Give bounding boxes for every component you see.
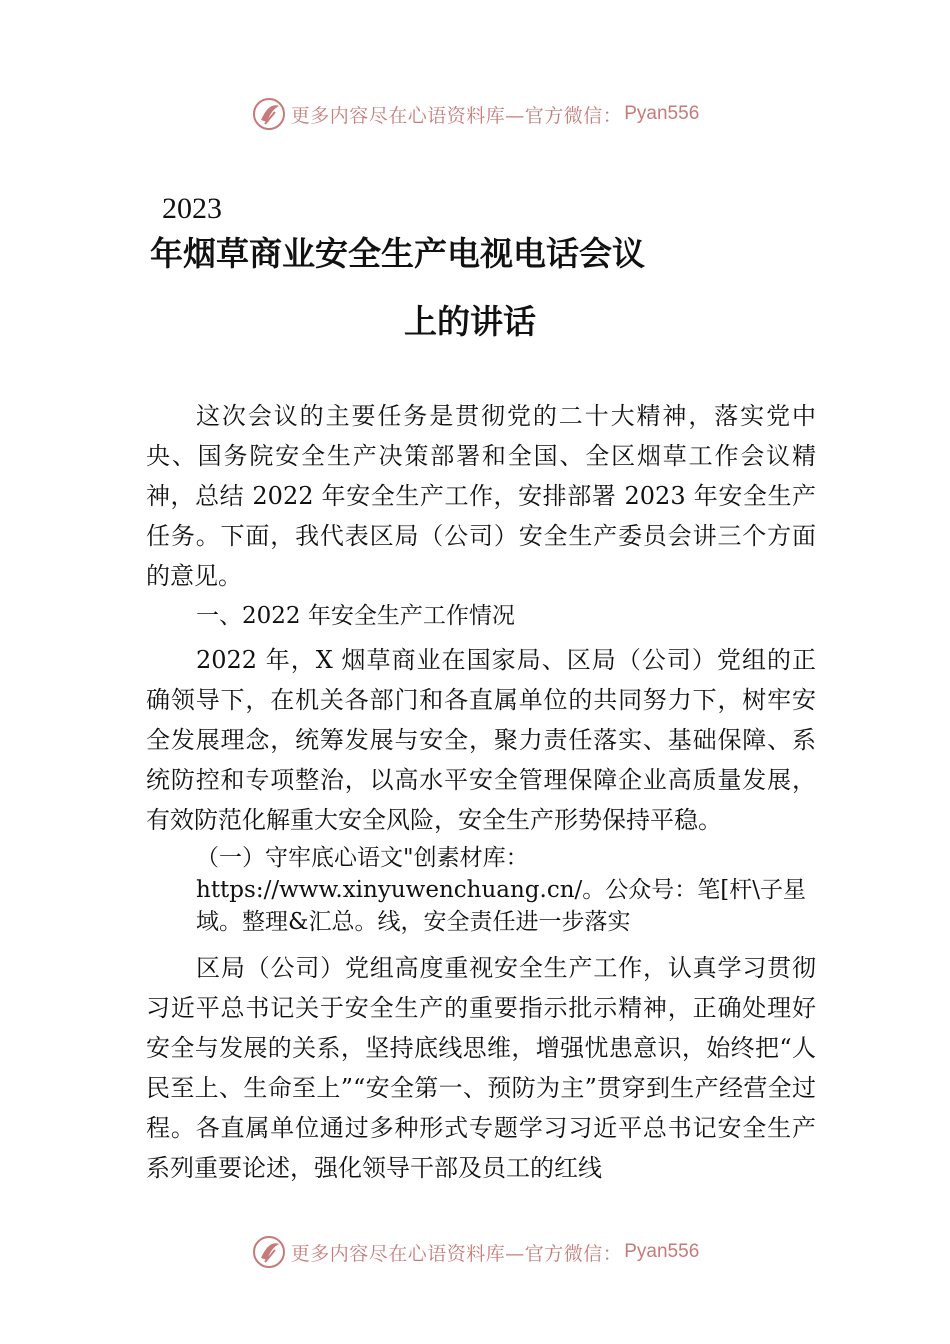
section-heading-1: 一、2022 年安全生产工作情况	[196, 603, 515, 629]
paragraph-detail: 区局（公司）党组高度重视安全生产工作，认真学习贯彻习近平总书记关于安全生产的重要指示批示精神，正确处理好安全与发展的关系，坚持底线思维，增强忧患意识，始终把“人民至上、生命至上”“安全第一、预防为主”贯穿到生产经营全过程。各直属单位通过多种形式专题学习习近平总书记安全生产系列重要论述，强化领导干部及员工的红线	[146, 954, 816, 1182]
logo-icon	[251, 1234, 287, 1270]
title-line-1: 年烟草商业安全生产电视电话会议	[150, 234, 645, 273]
title-line-2: 上的讲话	[404, 302, 536, 341]
watermark-header	[0, 94, 950, 134]
watermark-text: 更多内容尽在心语资料库—官方微信：	[290, 1242, 623, 1265]
paragraph-intro: 这次会议的主要任务是贯彻党的二十大精神，落实党中央、国务院安全生产决策部署和全国、全区烟草工作会议精神，总结 2022 年安全生产工作，安排部署 2023 年安全生产任务。下面，我代表区局（公司）安全生产委员会讲三个方面的意见。	[146, 402, 816, 590]
logo-icon	[251, 96, 287, 132]
title-year: 2023	[162, 192, 222, 225]
watermark-footer	[0, 1232, 950, 1272]
paragraph-summary: 2022 年，X 烟草商业在国家局、区局（公司）党组的正确领导下，在机关各部门和各直属单位的共同努力下，树牢安全发展理念，统筹发展与安全，聚力责任落实、基础保障、系统防控和专项整治，以高水平安全管理保障企业高质量发展，有效防范化解重大安全风险，安全生产形势保持平稳。	[146, 646, 816, 834]
watermark-text: 更多内容尽在心语资料库—官方微信：	[290, 104, 623, 127]
watermark-id: Pyan556	[624, 1241, 700, 1262]
watermark-id: Pyan556	[624, 103, 700, 124]
subsection-heading-1: （一）守牢底心语文"创素材库：https://www.xinyuwenchuang.cn/。公众号：笔[杆\子星域。整理&汇总。线，安全责任进一步落实	[196, 845, 807, 935]
